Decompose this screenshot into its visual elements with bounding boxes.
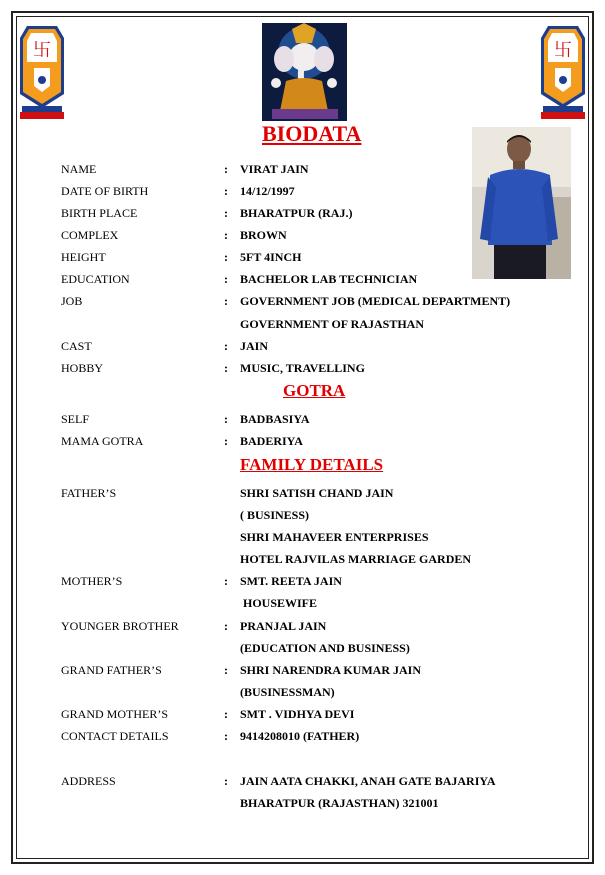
detail-colon: :	[224, 574, 228, 588]
detail-colon: :	[224, 707, 228, 721]
svg-text:卐: 卐	[554, 40, 572, 61]
detail-value: BADBASIYA	[240, 412, 310, 426]
detail-value: MUSIC, TRAVELLING	[240, 361, 365, 375]
detail-label: EDUCATION	[61, 272, 130, 286]
detail-label: HOBBY	[61, 361, 104, 375]
detail-colon: :	[224, 339, 228, 353]
profile-photo	[472, 127, 571, 279]
detail-value: HOUSEWIFE	[243, 596, 318, 610]
detail-label: YOUNGER BROTHER	[61, 619, 179, 633]
detail-value: GOVERNMENT OF RAJASTHAN	[240, 317, 425, 331]
family-details-heading: FAMILY DETAILS	[240, 455, 384, 474]
detail-colon: :	[224, 663, 228, 677]
detail-colon: :	[224, 361, 228, 375]
detail-colon: :	[224, 162, 228, 176]
detail-value: 9414208010 (FATHER)	[240, 729, 360, 743]
detail-value: (EDUCATION AND BUSINESS)	[240, 641, 410, 655]
detail-colon: :	[224, 206, 228, 220]
detail-colon: :	[224, 272, 228, 286]
detail-colon: :	[224, 184, 228, 198]
page-title: BIODATA	[262, 121, 362, 146]
detail-value: SHRI SATISH CHAND JAIN	[240, 486, 394, 500]
gotra-heading: GOTRA	[283, 381, 346, 400]
ganesha-image	[262, 23, 347, 121]
detail-value: BADERIYA	[240, 434, 303, 448]
detail-colon: :	[224, 250, 228, 264]
detail-value: SHRI MAHAVEER ENTERPRISES	[240, 530, 429, 544]
detail-value: SMT . VIDHYA DEVI	[240, 707, 355, 721]
detail-value: SHRI NARENDRA KUMAR JAIN	[240, 663, 422, 677]
detail-value: BHARATPUR (RAJASTHAN) 321001	[240, 796, 439, 810]
detail-colon: :	[224, 434, 228, 448]
detail-label: NAME	[61, 162, 97, 176]
detail-label: ADDRESS	[61, 774, 116, 788]
detail-label: DATE OF BIRTH	[61, 184, 149, 198]
detail-value: 14/12/1997	[240, 184, 295, 198]
detail-value: GOVERNMENT JOB (MEDICAL DEPARTMENT)	[240, 294, 511, 308]
detail-colon: :	[224, 619, 228, 633]
detail-value: SMT. REETA JAIN	[240, 574, 342, 588]
detail-label: MOTHER’S	[61, 574, 123, 588]
detail-colon: :	[224, 294, 228, 308]
detail-value: ( BUSINESS)	[240, 508, 310, 522]
detail-value: (BUSINESSMAN)	[240, 685, 335, 699]
detail-label: FATHER’S	[61, 486, 117, 500]
detail-label: BIRTH PLACE	[61, 206, 138, 220]
detail-value: 5FT 4INCH	[240, 250, 302, 264]
detail-value: VIRAT JAIN	[240, 162, 309, 176]
detail-value: HOTEL RAJVILAS MARRIAGE GARDEN	[240, 552, 472, 566]
detail-label: CONTACT DETAILS	[61, 729, 169, 743]
detail-label: JOB	[61, 294, 83, 308]
jain-emblem-left-icon	[17, 24, 67, 120]
detail-value: BROWN	[240, 228, 287, 242]
detail-value: BHARATPUR (RAJ.)	[240, 206, 353, 220]
detail-label: COMPLEX	[61, 228, 119, 242]
detail-colon: :	[224, 729, 228, 743]
detail-label: SELF	[61, 412, 90, 426]
detail-value: JAIN	[240, 339, 269, 353]
detail-colon: :	[224, 412, 228, 426]
detail-value: BACHELOR LAB TECHNICIAN	[240, 272, 418, 286]
detail-colon: :	[224, 774, 228, 788]
detail-colon: :	[224, 228, 228, 242]
svg-text:卐: 卐	[33, 40, 51, 61]
jain-emblem-right-icon	[538, 24, 588, 120]
detail-label: HEIGHT	[61, 250, 106, 264]
detail-label: CAST	[61, 339, 92, 353]
detail-label: GRAND FATHER’S	[61, 663, 162, 677]
detail-label: GRAND MOTHER’S	[61, 707, 169, 721]
detail-value: PRANJAL JAIN	[240, 619, 327, 633]
detail-value: JAIN AATA CHAKKI, ANAH GATE BAJARIYA	[240, 774, 496, 788]
detail-label: MAMA GOTRA	[61, 434, 144, 448]
